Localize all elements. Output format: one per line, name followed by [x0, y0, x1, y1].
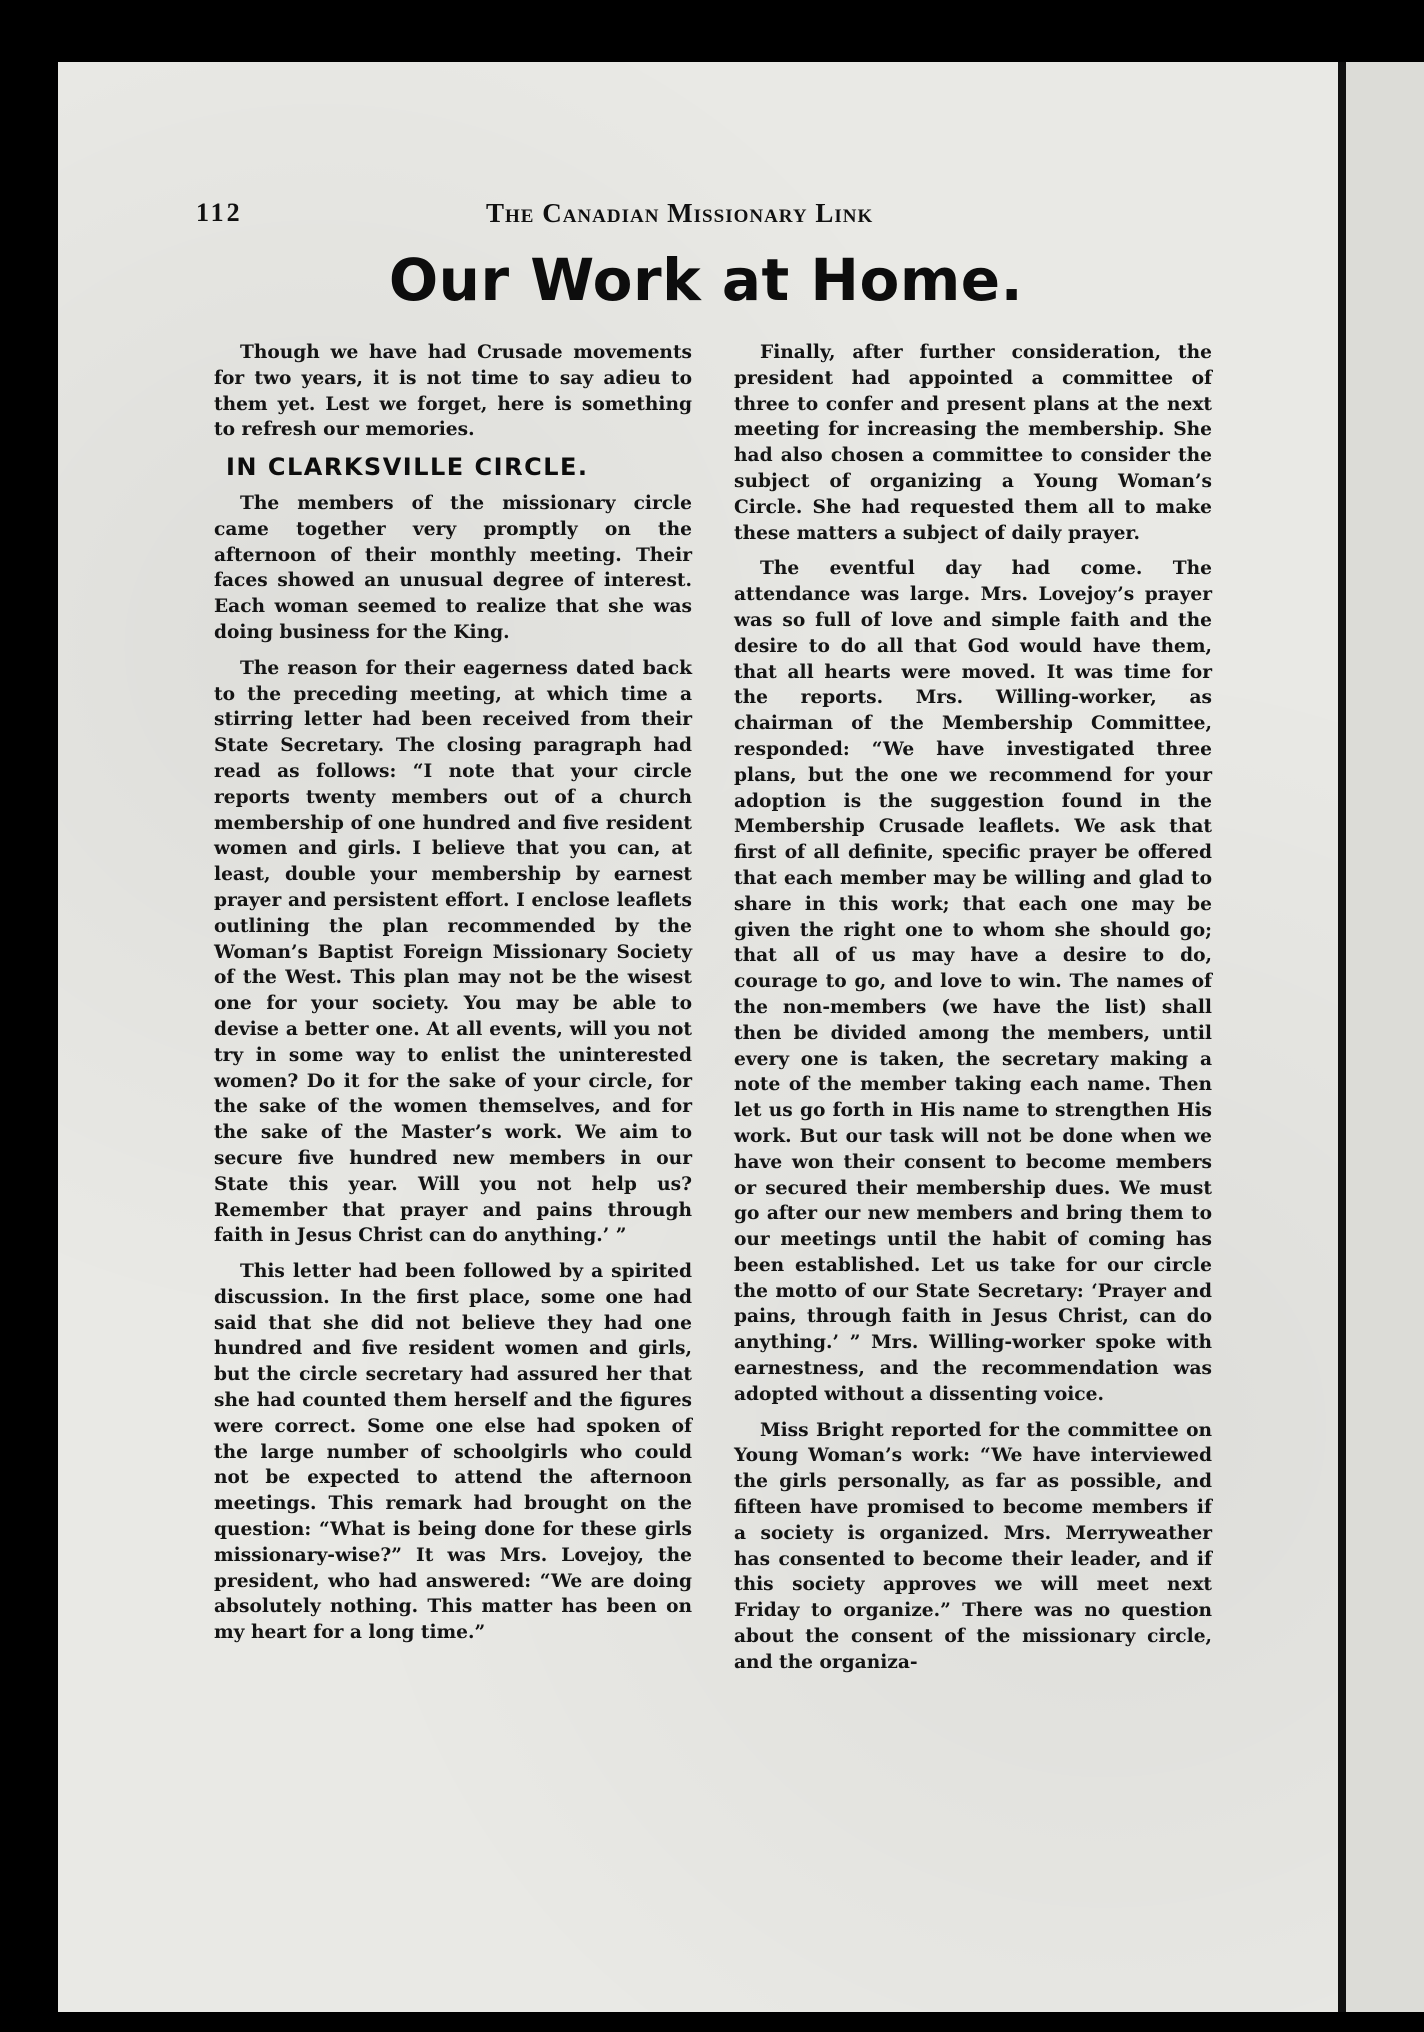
adjacent-page-edge [1346, 62, 1424, 2012]
journal-title: The Canadian Missionary Link [486, 198, 874, 228]
right-column [734, 340, 1212, 1686]
section-heading: IN CLARKSVILLE CIRCLE. [226, 453, 589, 482]
intro-paragraph: Though we have had Crusade movements for two years, it is not time to say adieu to them yet. Lest we forget, here is something to refresh our memories. [214, 342, 692, 441]
page-title: Our Work at Home. [388, 246, 1024, 314]
book-gutter [1338, 62, 1346, 2012]
body-paragraph: Finally, after further consideration, the president had appointed a committee of three to confer and present plans at the next meeting for increasing the membership. She had also chosen a committee to consider the subject of organizing a Young Woman’s Circle. She had requested them all to make these matters a subject of daily prayer. [734, 342, 1212, 544]
running-head [196, 198, 1216, 234]
body-paragraph: The members of the missionary circle came together very promptly on the afternoon of their monthly meeting. Their faces showed an unusual degree of interest. Each woman seemed to realize that she was doing business for the King. [214, 492, 692, 643]
page-number: 112 [196, 198, 243, 227]
body-paragraph: This letter had been followed by a spirited discussion. In the first place, some one had said that she did not believe they had one hundred and five resident women and girls, but the circle secretary had assured her that she had counted them herself and the figures were correct. Some one else had spoken of the large number of schoolgirls who could not be expected to attend the afternoon meetings. This remark had brought on the question: “What is being done for these girls missionary-wise?” It was Mrs. Lovejoy, the president, who had answered: “We are doing absolutely nothing. This matter has been on my heart for a long time.” [214, 1261, 692, 1644]
body-paragraph: The reason for their eagerness dated back to the preceding meeting, at which time a stirring letter had been received from their State Secretary. The closing paragraph had read as follows: “I note that your circle reports twenty members out of a church membership of one hundred and five resident women and girls. I believe that you can, at least, double your membership by earnest prayer and persistent effort. I enclose leaflets outlining the plan recommended by the Woman’s Baptist Foreign Missionary Society of the West. This plan may not be the wisest one for your society. You may be able to devise a better one. At all events, will you not try in some way to enlist the uninterested women? Do it for the sake of your circle, for the sake of the women themselves, and for the sake of the Master’s work. We aim to secure five hundred new members in our State this year. Will you not help us? Remember that prayer and pains through faith in Jesus Christ can do anything.’ ” [214, 657, 692, 1247]
body-paragraph: The eventful day had come. The attendance was large. Mrs. Lovejoy’s prayer was so full of love and simple faith and the desire to do all that God would have them, that all hearts were moved. It was time for the reports. Mrs. Willing-worker, as chairman of the Membership Committee, responded: “We have investigated three plans, but the one we recommend for your adoption is the suggestion found in the Membership Crusade leaflets. We ask that first of all definite, specific prayer be offered that each member may be willing and glad to share in this work; that each one may be given the right one to whom she should go; that all of us may have a desire to do, courage to go, and love to win. The names of the non-members (we have the list) shall then be divided among the members, until every one is taken, the secretary making a note of the member taking each name. Then let us go forth in His name to strengthen His work. But our task will not be done when we have won their consent to become members or secured their membership dues. We must go after our new members and bring them to our meetings until the habit of coming has been established. Let us take for our circle the motto of our State Secretary: ‘Prayer and pains, through faith in Jesus Christ, can do anything.’ ” Mrs. Willing-worker spoke with earnestness, and the recommendation was adopted without a dissenting voice. [734, 558, 1212, 1405]
body-paragraph: Miss Bright reported for the committee on Young Woman’s work: “We have interviewed the girls personally, as far as possible, and fifteen have promised to become members if a society is organized. Mrs. Merryweather has consented to become their leader, and if this society approves we will meet next Friday to organize.” There was no question about the consent of the missionary circle, and the organiza- [734, 1419, 1212, 1673]
left-column [214, 340, 692, 1656]
